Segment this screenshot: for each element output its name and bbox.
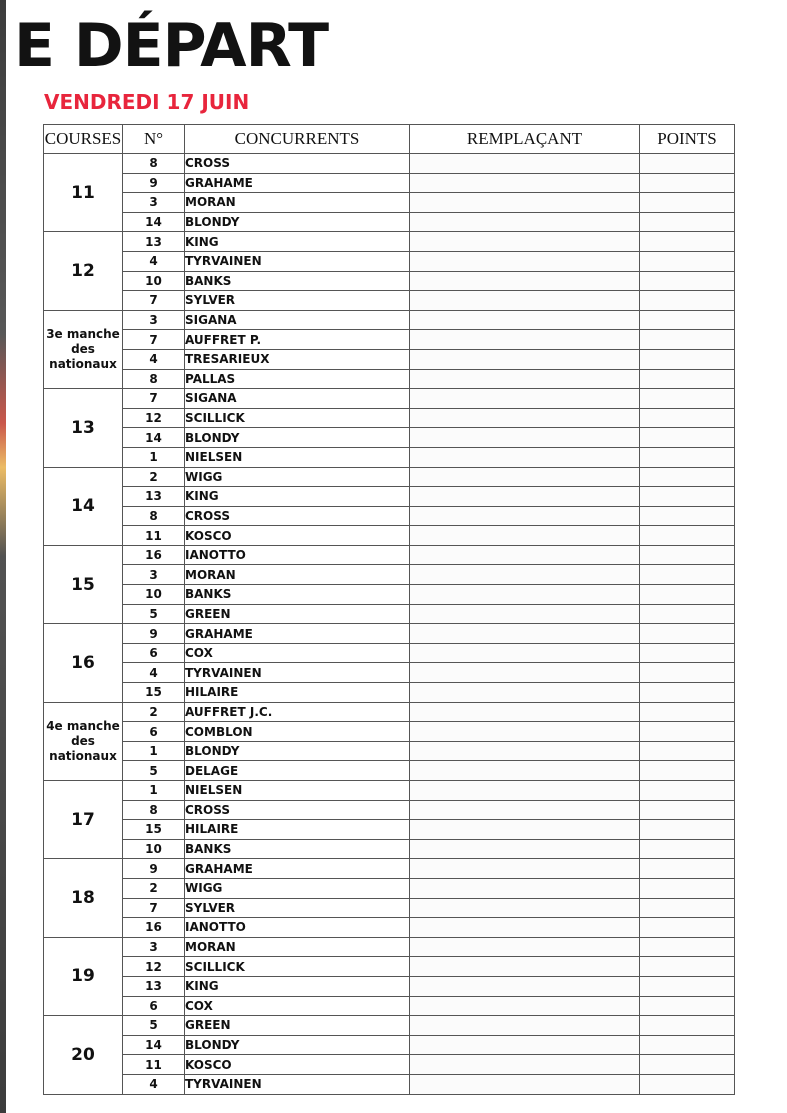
competitor-number: 4 bbox=[123, 663, 185, 683]
competitor-name: KING bbox=[185, 487, 410, 507]
points-cell[interactable] bbox=[640, 251, 735, 271]
course-label-text: 16 bbox=[71, 652, 95, 673]
replacement-cell[interactable] bbox=[410, 839, 640, 859]
table-row bbox=[44, 447, 735, 467]
competitor-name: KING bbox=[185, 232, 410, 252]
course-label bbox=[44, 859, 123, 937]
course-label bbox=[44, 937, 123, 1015]
replacement-cell[interactable] bbox=[410, 232, 640, 252]
points-cell[interactable] bbox=[640, 585, 735, 605]
replacement-cell[interactable] bbox=[410, 996, 640, 1016]
replacement-cell[interactable] bbox=[410, 1035, 640, 1055]
replacement-cell[interactable] bbox=[410, 722, 640, 742]
points-cell[interactable] bbox=[640, 937, 735, 957]
points-cell[interactable] bbox=[640, 781, 735, 801]
competitor-number: 1 bbox=[123, 781, 185, 801]
competitor-name: GREEN bbox=[185, 1016, 410, 1036]
course-label bbox=[44, 154, 123, 232]
competitor-number: 3 bbox=[123, 565, 185, 585]
competitor-name: GRAHAME bbox=[185, 173, 410, 193]
points-cell[interactable] bbox=[640, 976, 735, 996]
competitor-number: 11 bbox=[123, 1055, 185, 1075]
competitor-number: 6 bbox=[123, 996, 185, 1016]
table-body bbox=[44, 154, 735, 1095]
points-cell[interactable] bbox=[640, 722, 735, 742]
replacement-cell[interactable] bbox=[410, 663, 640, 683]
competitor-name: KOSCO bbox=[185, 526, 410, 546]
points-cell[interactable] bbox=[640, 154, 735, 174]
course-label bbox=[44, 702, 123, 780]
table-row bbox=[44, 839, 735, 859]
replacement-cell[interactable] bbox=[410, 271, 640, 291]
points-cell[interactable] bbox=[640, 624, 735, 644]
competitor-number: 4 bbox=[123, 251, 185, 271]
course-label bbox=[44, 389, 123, 467]
replacement-cell[interactable] bbox=[410, 545, 640, 565]
replacement-cell[interactable] bbox=[410, 428, 640, 448]
competitor-name: BLONDY bbox=[185, 428, 410, 448]
replacement-cell[interactable] bbox=[410, 781, 640, 801]
competitor-number: 7 bbox=[123, 389, 185, 409]
competitor-name: TYRVAINEN bbox=[185, 251, 410, 271]
competitor-name: SYLVER bbox=[185, 898, 410, 918]
table-row bbox=[44, 565, 735, 585]
competitor-name: BLONDY bbox=[185, 1035, 410, 1055]
course-label bbox=[44, 232, 123, 310]
table-row bbox=[44, 487, 735, 507]
replacement-cell[interactable] bbox=[410, 741, 640, 761]
competitor-number: 13 bbox=[123, 487, 185, 507]
competitor-number: 9 bbox=[123, 859, 185, 879]
competitor-name: TRESARIEUX bbox=[185, 349, 410, 369]
course-label bbox=[44, 624, 123, 702]
competitor-name: AUFFRET J.C. bbox=[185, 702, 410, 722]
competitor-number: 10 bbox=[123, 585, 185, 605]
course-label-text: 18 bbox=[71, 888, 95, 909]
replacement-cell[interactable] bbox=[410, 820, 640, 840]
competitor-name: WIGG bbox=[185, 878, 410, 898]
points-cell[interactable] bbox=[640, 330, 735, 350]
table-row bbox=[44, 154, 735, 174]
points-cell[interactable] bbox=[640, 957, 735, 977]
column-header-number: N° bbox=[123, 125, 185, 154]
competitor-number: 3 bbox=[123, 937, 185, 957]
competitor-name: MORAN bbox=[185, 193, 410, 213]
table-row bbox=[44, 545, 735, 565]
table-row bbox=[44, 996, 735, 1016]
competitor-number: 11 bbox=[123, 526, 185, 546]
competitor-name: GRAHAME bbox=[185, 859, 410, 879]
table-row bbox=[44, 683, 735, 703]
table-row bbox=[44, 193, 735, 213]
points-cell[interactable] bbox=[640, 408, 735, 428]
table-row bbox=[44, 643, 735, 663]
table-row bbox=[44, 1074, 735, 1094]
competitor-name: CROSS bbox=[185, 506, 410, 526]
table-row bbox=[44, 878, 735, 898]
competitor-name: SCILLICK bbox=[185, 408, 410, 428]
replacement-cell[interactable] bbox=[410, 957, 640, 977]
competitor-number: 7 bbox=[123, 330, 185, 350]
competitor-number: 4 bbox=[123, 1074, 185, 1094]
competitor-number: 14 bbox=[123, 428, 185, 448]
replacement-cell[interactable] bbox=[410, 565, 640, 585]
competitor-name: GRAHAME bbox=[185, 624, 410, 644]
competitor-name: WIGG bbox=[185, 467, 410, 487]
competitor-number: 8 bbox=[123, 506, 185, 526]
column-header-points: POINTS bbox=[640, 125, 735, 154]
course-label bbox=[44, 781, 123, 859]
competitor-name: BANKS bbox=[185, 839, 410, 859]
competitor-name: TYRVAINEN bbox=[185, 663, 410, 683]
replacement-cell[interactable] bbox=[410, 585, 640, 605]
points-cell[interactable] bbox=[640, 643, 735, 663]
competitor-number: 9 bbox=[123, 173, 185, 193]
points-cell[interactable] bbox=[640, 878, 735, 898]
table-row bbox=[44, 820, 735, 840]
competitor-number: 1 bbox=[123, 447, 185, 467]
replacement-cell[interactable] bbox=[410, 369, 640, 389]
competitor-number: 5 bbox=[123, 604, 185, 624]
course-label bbox=[44, 545, 123, 623]
course-label-text: 17 bbox=[71, 809, 95, 830]
replacement-cell[interactable] bbox=[410, 604, 640, 624]
course-label-text: 3e manche des nationaux bbox=[46, 326, 120, 371]
competitor-number: 7 bbox=[123, 291, 185, 311]
course-label-text: 19 bbox=[71, 966, 95, 987]
competitor-name: SYLVER bbox=[185, 291, 410, 311]
table-row bbox=[44, 369, 735, 389]
points-cell[interactable] bbox=[640, 447, 735, 467]
points-cell[interactable] bbox=[640, 271, 735, 291]
points-cell[interactable] bbox=[640, 1074, 735, 1094]
competitor-name: AUFFRET P. bbox=[185, 330, 410, 350]
course-label-text: 14 bbox=[71, 496, 95, 517]
competitor-number: 3 bbox=[123, 310, 185, 330]
course-label-text: 15 bbox=[71, 574, 95, 595]
table-row bbox=[44, 1055, 735, 1075]
column-header-concurrents: CONCURRENTS bbox=[185, 125, 410, 154]
points-cell[interactable] bbox=[640, 565, 735, 585]
replacement-cell[interactable] bbox=[410, 467, 640, 487]
competitor-number: 15 bbox=[123, 820, 185, 840]
replacement-cell[interactable] bbox=[410, 643, 640, 663]
replacement-cell[interactable] bbox=[410, 154, 640, 174]
competitor-name: SIGANA bbox=[185, 310, 410, 330]
competitor-name: KOSCO bbox=[185, 1055, 410, 1075]
competitor-name: SCILLICK bbox=[185, 957, 410, 977]
competitor-number: 6 bbox=[123, 722, 185, 742]
table-row bbox=[44, 585, 735, 605]
table-row bbox=[44, 624, 735, 644]
points-cell[interactable] bbox=[640, 898, 735, 918]
competitor-name: NIELSEN bbox=[185, 447, 410, 467]
competitor-number: 10 bbox=[123, 271, 185, 291]
competitor-number: 6 bbox=[123, 643, 185, 663]
points-cell[interactable] bbox=[640, 291, 735, 311]
replacement-cell[interactable] bbox=[410, 173, 640, 193]
replacement-cell[interactable] bbox=[410, 918, 640, 938]
replacement-cell[interactable] bbox=[410, 624, 640, 644]
table-row bbox=[44, 976, 735, 996]
competitor-number: 8 bbox=[123, 154, 185, 174]
table-row bbox=[44, 663, 735, 683]
table-row bbox=[44, 330, 735, 350]
competitor-number: 8 bbox=[123, 800, 185, 820]
table-row bbox=[44, 506, 735, 526]
course-label-text: 11 bbox=[71, 182, 95, 203]
replacement-cell[interactable] bbox=[410, 330, 640, 350]
table-row bbox=[44, 291, 735, 311]
table-row bbox=[44, 251, 735, 271]
replacement-cell[interactable] bbox=[410, 800, 640, 820]
replacement-cell[interactable] bbox=[410, 193, 640, 213]
competitor-number: 2 bbox=[123, 702, 185, 722]
points-cell[interactable] bbox=[640, 702, 735, 722]
replacement-cell[interactable] bbox=[410, 408, 640, 428]
points-cell[interactable] bbox=[640, 545, 735, 565]
points-cell[interactable] bbox=[640, 839, 735, 859]
table-row bbox=[44, 957, 735, 977]
replacement-cell[interactable] bbox=[410, 349, 640, 369]
competitor-name: IANOTTO bbox=[185, 918, 410, 938]
points-cell[interactable] bbox=[640, 683, 735, 703]
points-cell[interactable] bbox=[640, 1055, 735, 1075]
competitor-name: NIELSEN bbox=[185, 781, 410, 801]
replacement-cell[interactable] bbox=[410, 291, 640, 311]
competitor-number: 10 bbox=[123, 839, 185, 859]
page-binding-edge bbox=[0, 0, 6, 1113]
race-schedule-table bbox=[43, 124, 735, 1095]
competitor-number: 4 bbox=[123, 349, 185, 369]
competitor-name: COX bbox=[185, 643, 410, 663]
replacement-cell[interactable] bbox=[410, 310, 640, 330]
points-cell[interactable] bbox=[640, 663, 735, 683]
points-cell[interactable] bbox=[640, 918, 735, 938]
column-header-courses: COURSES bbox=[44, 125, 123, 154]
table-row bbox=[44, 1035, 735, 1055]
points-cell[interactable] bbox=[640, 349, 735, 369]
course-label-text: 13 bbox=[71, 417, 95, 438]
course-label bbox=[44, 1016, 123, 1094]
points-cell[interactable] bbox=[640, 741, 735, 761]
competitor-number: 3 bbox=[123, 193, 185, 213]
replacement-cell[interactable] bbox=[410, 212, 640, 232]
points-cell[interactable] bbox=[640, 859, 735, 879]
competitor-number: 1 bbox=[123, 741, 185, 761]
competitor-number: 14 bbox=[123, 212, 185, 232]
replacement-cell[interactable] bbox=[410, 976, 640, 996]
competitor-name: IANOTTO bbox=[185, 545, 410, 565]
replacement-cell[interactable] bbox=[410, 859, 640, 879]
points-cell[interactable] bbox=[640, 212, 735, 232]
table-row bbox=[44, 271, 735, 291]
competitor-name: GREEN bbox=[185, 604, 410, 624]
competitor-number: 13 bbox=[123, 976, 185, 996]
table-row bbox=[44, 310, 735, 330]
competitor-number: 5 bbox=[123, 1016, 185, 1036]
points-cell[interactable] bbox=[640, 526, 735, 546]
table-row bbox=[44, 898, 735, 918]
competitor-number: 2 bbox=[123, 878, 185, 898]
competitor-name: KING bbox=[185, 976, 410, 996]
competitor-name: CROSS bbox=[185, 154, 410, 174]
replacement-cell[interactable] bbox=[410, 487, 640, 507]
competitor-number: 14 bbox=[123, 1035, 185, 1055]
competitor-number: 12 bbox=[123, 408, 185, 428]
points-cell[interactable] bbox=[640, 369, 735, 389]
competitor-number: 16 bbox=[123, 918, 185, 938]
replacement-cell[interactable] bbox=[410, 1016, 640, 1036]
course-label-text: 20 bbox=[71, 1044, 95, 1065]
points-cell[interactable] bbox=[640, 428, 735, 448]
competitor-name: CROSS bbox=[185, 800, 410, 820]
header-row bbox=[44, 125, 735, 154]
replacement-cell[interactable] bbox=[410, 1055, 640, 1075]
competitor-number: 7 bbox=[123, 898, 185, 918]
page-date: VENDREDI 17 JUIN bbox=[44, 90, 250, 114]
table-row bbox=[44, 467, 735, 487]
competitor-number: 13 bbox=[123, 232, 185, 252]
table-row bbox=[44, 1016, 735, 1036]
points-cell[interactable] bbox=[640, 487, 735, 507]
competitor-number: 12 bbox=[123, 957, 185, 977]
replacement-cell[interactable] bbox=[410, 526, 640, 546]
table-row bbox=[44, 800, 735, 820]
competitor-name: TYRVAINEN bbox=[185, 1074, 410, 1094]
competitor-name: MORAN bbox=[185, 937, 410, 957]
column-header-remplacant: REMPLAÇANT bbox=[410, 125, 640, 154]
course-label-text: 12 bbox=[71, 261, 95, 282]
table-row bbox=[44, 389, 735, 409]
table-row bbox=[44, 781, 735, 801]
competitor-number: 15 bbox=[123, 683, 185, 703]
points-cell[interactable] bbox=[640, 389, 735, 409]
competitor-number: 8 bbox=[123, 369, 185, 389]
points-cell[interactable] bbox=[640, 467, 735, 487]
table-row bbox=[44, 526, 735, 546]
competitor-name: SIGANA bbox=[185, 389, 410, 409]
replacement-cell[interactable] bbox=[410, 506, 640, 526]
competitor-name: MORAN bbox=[185, 565, 410, 585]
points-cell[interactable] bbox=[640, 1035, 735, 1055]
table-row bbox=[44, 349, 735, 369]
competitor-name: BLONDY bbox=[185, 741, 410, 761]
course-label bbox=[44, 467, 123, 545]
points-cell[interactable] bbox=[640, 761, 735, 781]
competitor-number: 9 bbox=[123, 624, 185, 644]
table-row bbox=[44, 741, 735, 761]
table-row bbox=[44, 173, 735, 193]
table-row bbox=[44, 604, 735, 624]
replacement-cell[interactable] bbox=[410, 389, 640, 409]
course-label-text: 4e manche des nationaux bbox=[46, 718, 120, 763]
competitor-name: COX bbox=[185, 996, 410, 1016]
points-cell[interactable] bbox=[640, 800, 735, 820]
replacement-cell[interactable] bbox=[410, 937, 640, 957]
points-cell[interactable] bbox=[640, 232, 735, 252]
table-row bbox=[44, 722, 735, 742]
replacement-cell[interactable] bbox=[410, 447, 640, 467]
table-row bbox=[44, 428, 735, 448]
competitor-name: BANKS bbox=[185, 585, 410, 605]
replacement-cell[interactable] bbox=[410, 1074, 640, 1094]
table-row bbox=[44, 859, 735, 879]
points-cell[interactable] bbox=[640, 820, 735, 840]
table-row bbox=[44, 408, 735, 428]
course-label bbox=[44, 310, 123, 388]
competitor-name: BLONDY bbox=[185, 212, 410, 232]
competitor-name: HILAIRE bbox=[185, 683, 410, 703]
page-title: E DÉPART bbox=[14, 11, 329, 81]
competitor-name: HILAIRE bbox=[185, 820, 410, 840]
points-cell[interactable] bbox=[640, 173, 735, 193]
table-row bbox=[44, 702, 735, 722]
table-row bbox=[44, 212, 735, 232]
table-row bbox=[44, 937, 735, 957]
competitor-name: DELAGE bbox=[185, 761, 410, 781]
points-cell[interactable] bbox=[640, 193, 735, 213]
competitor-number: 16 bbox=[123, 545, 185, 565]
table-row bbox=[44, 918, 735, 938]
replacement-cell[interactable] bbox=[410, 878, 640, 898]
competitor-number: 5 bbox=[123, 761, 185, 781]
replacement-cell[interactable] bbox=[410, 898, 640, 918]
replacement-cell[interactable] bbox=[410, 251, 640, 271]
replacement-cell[interactable] bbox=[410, 702, 640, 722]
points-cell[interactable] bbox=[640, 506, 735, 526]
table-row bbox=[44, 761, 735, 781]
points-cell[interactable] bbox=[640, 604, 735, 624]
replacement-cell[interactable] bbox=[410, 683, 640, 703]
replacement-cell[interactable] bbox=[410, 761, 640, 781]
competitor-number: 2 bbox=[123, 467, 185, 487]
competitor-name: BANKS bbox=[185, 271, 410, 291]
table-row bbox=[44, 232, 735, 252]
points-cell[interactable] bbox=[640, 1016, 735, 1036]
points-cell[interactable] bbox=[640, 996, 735, 1016]
points-cell[interactable] bbox=[640, 310, 735, 330]
competitor-name: PALLAS bbox=[185, 369, 410, 389]
competitor-name: COMBLON bbox=[185, 722, 410, 742]
